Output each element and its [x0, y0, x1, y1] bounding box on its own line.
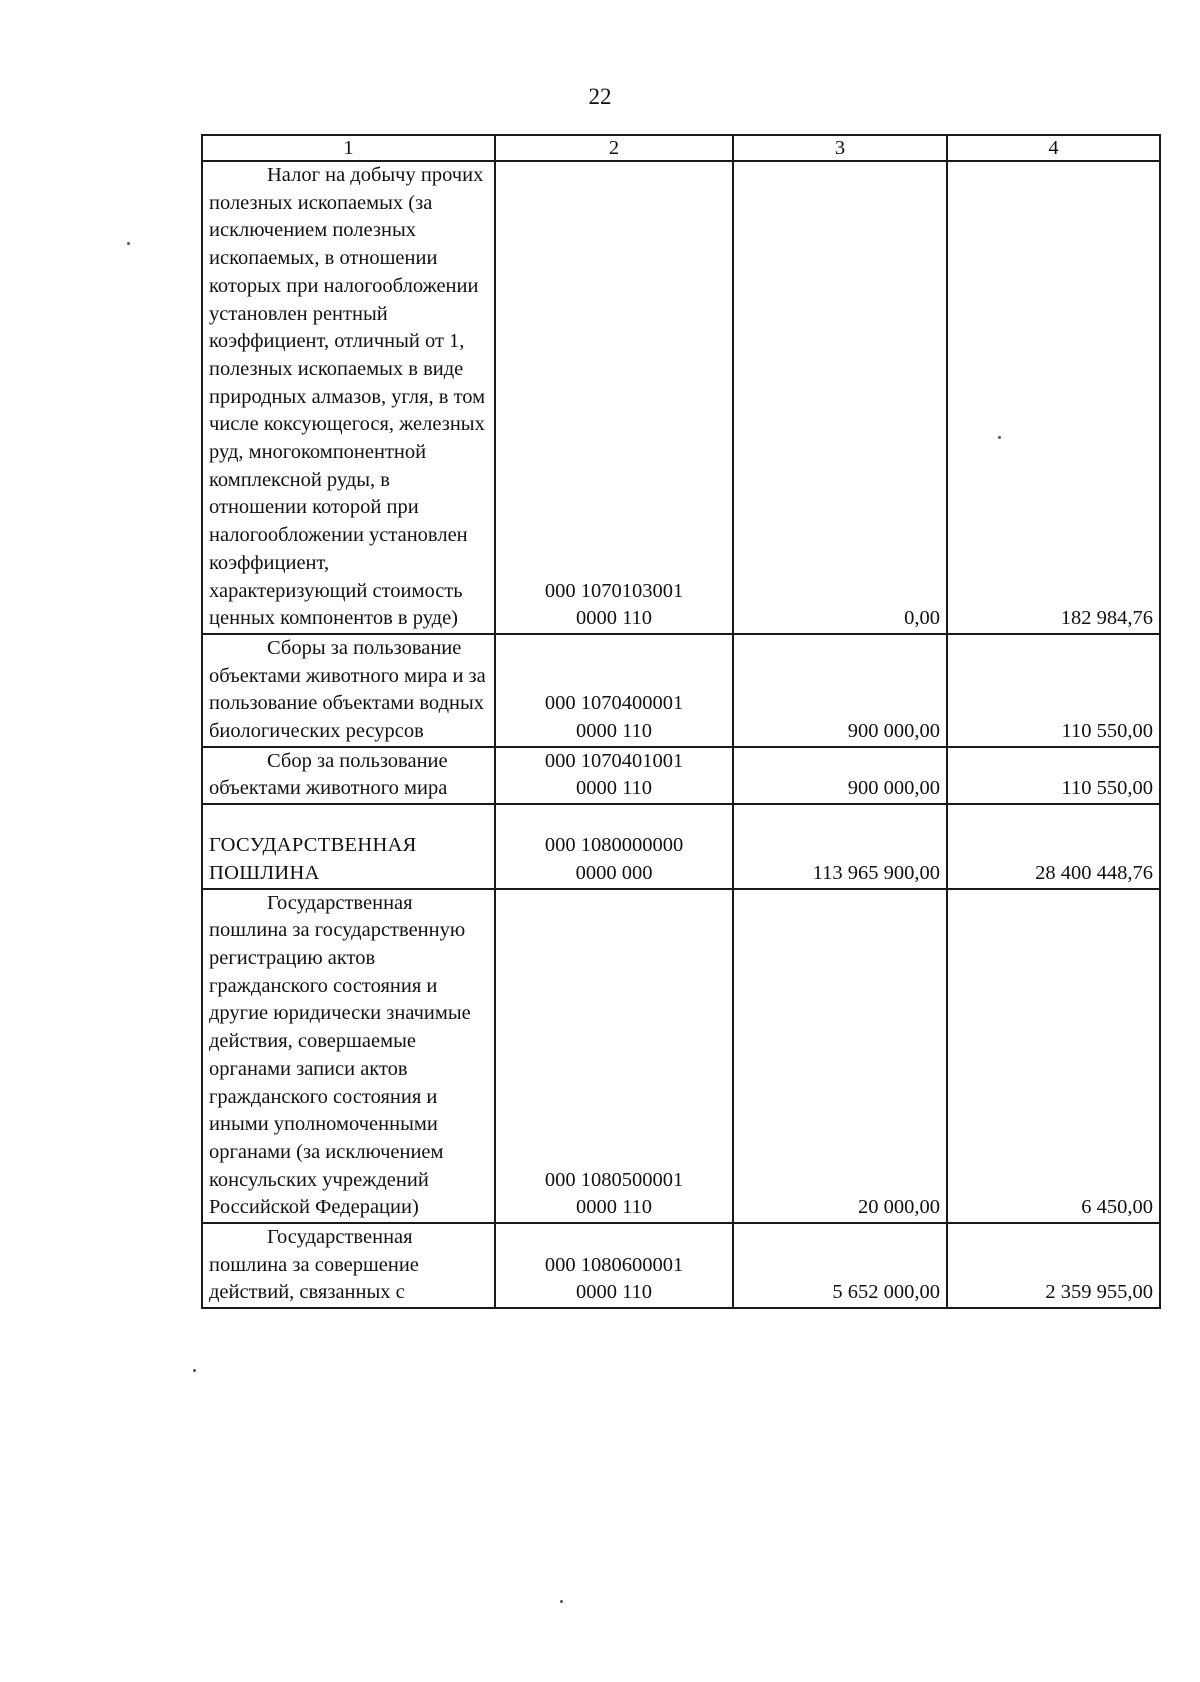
table-row: [202, 889, 1160, 1223]
row-code-line1: 000 1070103001: [544, 579, 684, 602]
row-plan-value: 113 965 900,00: [733, 804, 947, 888]
row-fact-value: 28 400 448,76: [947, 804, 1160, 888]
row-fact-value: 2 359 955,00: [947, 1223, 1160, 1308]
row-code-cell: [495, 161, 733, 634]
scan-speck: [998, 436, 1001, 439]
row-code-line1: 000 1080000000: [544, 834, 684, 857]
scan-speck: [560, 1600, 563, 1603]
column-header-4: 4: [947, 135, 1160, 161]
row-code-cell: [495, 889, 733, 1223]
budget-revenue-table: [201, 134, 1161, 1309]
row-code-cell: [495, 1223, 733, 1308]
table-row: [202, 634, 1160, 747]
row-name-cell: [202, 634, 495, 747]
row-code-cell: [495, 747, 733, 804]
page-number: 22: [588, 84, 612, 109]
row-name-text: Сбор за пользование объектами животного мира: [209, 749, 448, 800]
column-header-3: 3: [733, 135, 947, 161]
row-name-text: Государственная пошлина за государственную регистрацию актов гражданского состояния и другие юридически значимые действия, совершаемые органами записи актов гражданского состояния и иными уполномоченными органами (за исключением консульских учреждений Российской Федерации): [209, 891, 471, 1219]
scan-speck: [193, 1369, 196, 1372]
scan-speck: [127, 242, 130, 245]
row-plan-value: 20 000,00: [733, 889, 947, 1223]
row-code-line2: 0000 000: [575, 861, 653, 884]
row-fact-value: 110 550,00: [947, 634, 1160, 747]
table-row: [202, 747, 1160, 804]
row-code-line2: 0000 110: [575, 1281, 653, 1304]
table-header-row: [202, 135, 1160, 161]
row-name-text: Сборы за пользование объектами животного мира и за пользование объектами водных биологических ресурсов: [209, 636, 486, 743]
row-fact-value: 6 450,00: [947, 889, 1160, 1223]
row-code-line2: 0000 110: [575, 720, 653, 743]
row-name-cell: [202, 1223, 495, 1308]
row-fact-value: 110 550,00: [947, 747, 1160, 804]
row-name-text: Государственная пошлина за совершение действий, связанных с: [209, 1226, 419, 1304]
row-name-cell: [202, 747, 495, 804]
row-plan-value: 900 000,00: [733, 634, 947, 747]
row-plan-value: 0,00: [733, 161, 947, 634]
row-fact-value: 182 984,76: [947, 161, 1160, 634]
row-name-cell: [202, 889, 495, 1223]
row-plan-value: 900 000,00: [733, 747, 947, 804]
row-code-line1: 000 1070401001: [544, 749, 684, 772]
row-name-cell: [202, 161, 495, 634]
table-row: [202, 1223, 1160, 1308]
row-code-line1: 000 1080600001: [544, 1253, 684, 1276]
table-row: [202, 161, 1160, 634]
row-code-line2: 0000 110: [575, 777, 653, 800]
row-code-line1: 000 1080500001: [544, 1168, 684, 1191]
row-plan-value: 5 652 000,00: [733, 1223, 947, 1308]
row-code-line2: 0000 110: [575, 607, 653, 630]
row-name-cell: [202, 804, 495, 888]
row-code-cell: [495, 804, 733, 888]
column-header-2: 2: [495, 135, 733, 161]
column-header-1: 1: [202, 135, 495, 161]
row-name-text: Налог на добычу прочих полезных ископаемых (за исключением полезных ископаемых, в отношении которых при налогообложении установлен рентный коэффициент, отличный от 1, полезных ископаемых в виде природных алмазов, угля, в том числе коксующегося, железных руд, многокомпонентной комплексной руды, в отношении которой при налогообложении установлен коэффициент, характеризующий стоимость ценных компонентов в руде): [209, 164, 486, 630]
row-name-text: ГОСУДАРСТВЕННАЯ ПОШЛИНА: [209, 834, 417, 884]
table-row-section: [202, 804, 1160, 888]
row-code-line2: 0000 110: [575, 1196, 653, 1219]
row-code-cell: [495, 634, 733, 747]
row-code-line1: 000 1070400001: [544, 692, 684, 715]
